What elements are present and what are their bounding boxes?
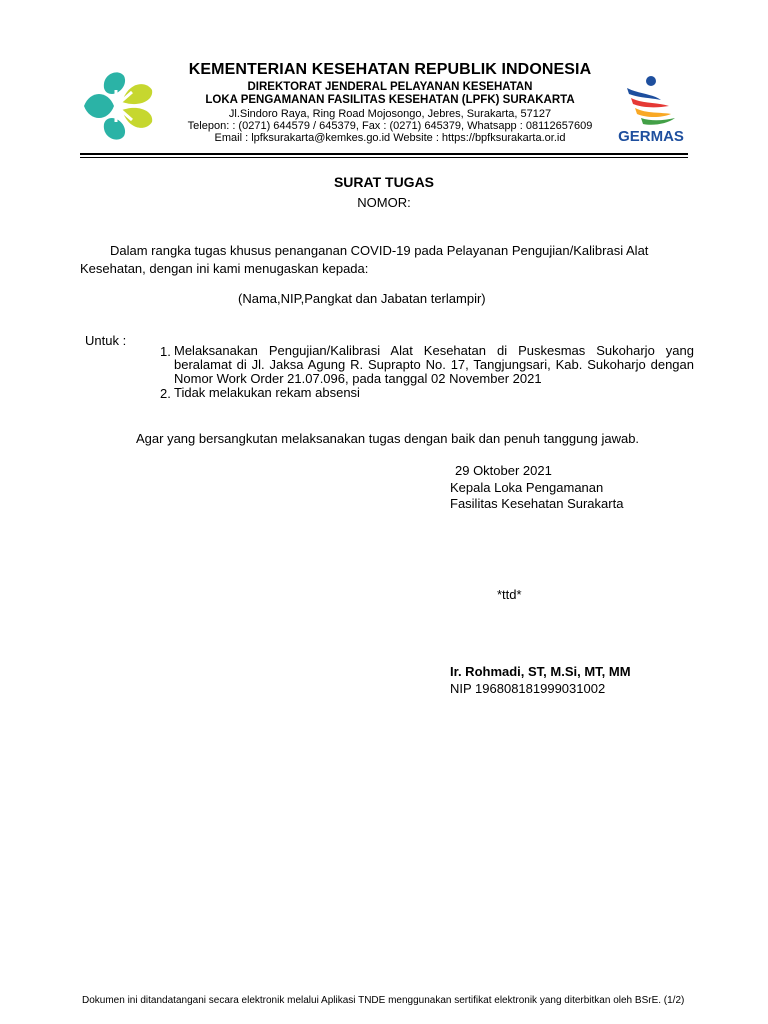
germas-swoosh-red <box>631 98 669 107</box>
list-item-number: 2. <box>160 386 171 401</box>
signer-name: Ir. Rohmadi, ST, M.Si, MT, MM <box>450 664 631 679</box>
letterhead-rule-thick <box>80 153 688 155</box>
logo-teal-leaf-bottom <box>104 118 125 140</box>
logo-teal-leaf-top <box>104 72 125 94</box>
document-number: NOMOR: <box>357 195 411 210</box>
list-item-text: Tidak melakukan rekam absensi <box>174 385 360 400</box>
intro-line-2: Kesehatan, dengan ini kami menugaskan kepada: <box>80 261 369 276</box>
office-phone: Telepon: : (0271) 644579 / 645379, Fax : (0271) 645379, Whatsapp : 08112657609 <box>187 120 593 132</box>
germas-head <box>646 76 656 86</box>
logo-teal-leaf-left <box>84 94 114 118</box>
attachment-note: (Nama,NIP,Pangkat dan Jabatan terlampir) <box>238 291 486 306</box>
ministry-name: KEMENTERIAN KESEHATAN REPUBLIK INDONESIA <box>188 61 592 78</box>
signer-role-line-1: Kepala Loka Pengamanan <box>450 480 604 495</box>
directorate-name: DIREKTORAT JENDERAL PELAYANAN KESEHATAN <box>247 81 533 93</box>
letterhead-rule-thin <box>80 157 688 158</box>
list-item-text: Melaksanakan Pengujian/Kalibrasi Alat Kesehatan di Puskesmas Sukoharjo yang beralamat di Jl. Jaksa Agung R. Suprapto No. 17, Tangjungsari, Kab. Sukoharjo dengan Nomor Work Order 21.07.096, pada tanggal 02 November 2021 <box>174 343 694 386</box>
kemenkes-logo <box>82 68 154 144</box>
logo-lime-leaf-top <box>122 84 152 104</box>
intro-line-1: Dalam rangka tugas khusus penanganan COVID-19 pada Pelayanan Pengujian/Kalibrasi Alat <box>110 243 649 258</box>
signature-date: 29 Oktober 2021 <box>455 463 552 478</box>
untuk-label: Untuk : <box>85 333 127 348</box>
footer-note: Dokumen ini ditandatangani secara elektronik melalui Aplikasi TNDE menggunakan sertifikat elektronik yang diterbitkan oleh BSrE. (1/2) <box>82 995 685 1006</box>
list-item-number: 1. <box>160 344 171 359</box>
signature-placeholder: *ttd* <box>497 587 522 602</box>
signer-role-line-2: Fasilitas Kesehatan Surakarta <box>450 496 624 511</box>
germas-swoosh-orange <box>635 108 671 117</box>
office-name: LOKA PENGAMANAN FASILITAS KESEHATAN (LPFK) SURAKARTA <box>205 94 575 106</box>
germas-wordmark: GERMAS <box>618 128 684 144</box>
logo-white-k <box>116 90 132 122</box>
office-address: Jl.Sindoro Raya, Ring Road Mojosongo, Jebres, Surakarta, 57127 <box>228 108 552 120</box>
office-email-website: Email : lpfksurakarta@kemkes.go.id Website : https://bpfksurakarta.or.id <box>214 132 566 144</box>
document-title: SURAT TUGAS <box>333 174 435 190</box>
germas-logo <box>613 74 689 144</box>
signer-nip: NIP 196808181999031002 <box>450 681 606 696</box>
closing-statement: Agar yang bersangkutan melaksanakan tugas dengan baik dan penuh tanggung jawab. <box>136 431 640 446</box>
logo-lime-leaf-bottom <box>122 108 152 128</box>
germas-swoosh-blue <box>627 88 661 100</box>
germas-swoosh-green <box>641 118 675 125</box>
